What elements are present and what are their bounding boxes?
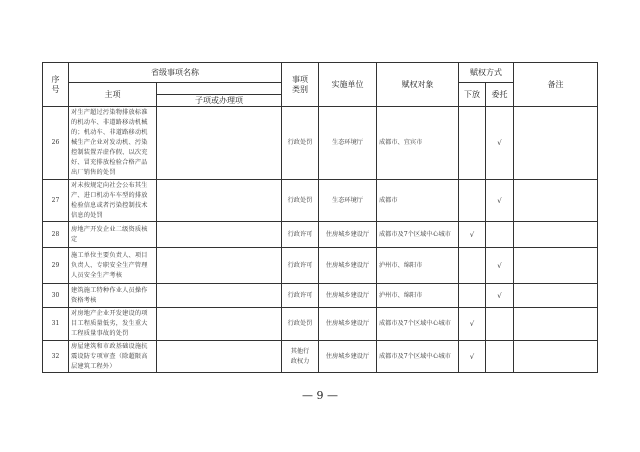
row-implementing-unit: 住房城乡建设厅 [319,222,377,248]
row-empowered-object: 泸州市、绵阳市 [377,248,459,284]
page-number: — 9 — [302,389,338,402]
row-entrust: √ [486,180,514,222]
row-entrust [486,308,514,341]
row-delegate-down [459,284,486,308]
row-empowered-object: 泸州市、绵阳市 [377,284,459,308]
row-implementing-unit: 住房城乡建设厅 [319,284,377,308]
header-item-type: 事项类别 [282,63,319,107]
row-remarks [514,222,598,248]
row-main-item: 对房地产企业开发建设的项目工程质量低劣，发生重大工程质量事故的处罚 [69,308,157,341]
row-delegate-down: √ [459,308,486,341]
row-seq: 28 [43,222,69,248]
table-row [43,341,598,373]
row-empowered-object: 成都市 [377,180,459,222]
row-seq: 29 [43,248,69,284]
row-implementing-unit: 住房城乡建设厅 [319,308,377,341]
header-empower-method: 赋权方式 [459,63,514,83]
table-row [43,222,598,248]
row-implementing-unit: 生态环境厅 [319,107,377,180]
row-seq: 30 [43,284,69,308]
row-empowered-object: 成都市、宜宾市 [377,107,459,180]
row-sub-item [157,180,282,222]
empowerment-table [42,62,598,373]
row-sub-item [157,248,282,284]
header-implementing-unit: 实施单位 [319,63,377,107]
row-delegate-down: √ [459,341,486,373]
row-item-type: 行政许可 [282,248,319,284]
row-sub-item [157,308,282,341]
table-row [43,284,598,308]
row-delegate-down [459,180,486,222]
row-sub-item [157,107,282,180]
table-row [43,248,598,284]
row-remarks [514,180,598,222]
header-entrust: 委托 [486,83,514,107]
row-item-type: 行政许可 [282,284,319,308]
row-main-item: 对未按规定向社会公布其生产、进口机动车车型的排放检验信息或者污染控制技术信息的处罚 [69,180,157,222]
row-item-type: 其他行政权力 [282,341,319,373]
row-seq: 26 [43,107,69,180]
row-remarks [514,284,598,308]
row-implementing-unit: 住房城乡建设厅 [319,248,377,284]
row-implementing-unit: 住房城乡建设厅 [319,341,377,373]
row-empowered-object: 成都市及7个区域中心城市 [377,341,459,373]
header-empowered-object: 赋权对象 [377,63,459,107]
row-main-item: 施工单位主要负责人、项目负责人、专职安全生产管理人员安全生产考核 [69,248,157,284]
table-row [43,107,598,180]
row-item-type: 行政处罚 [282,107,319,180]
row-item-type: 行政许可 [282,222,319,248]
row-remarks [514,308,598,341]
row-item-type: 行政处罚 [282,308,319,341]
row-main-item: 对生产超过污染物排放标准的机动车、非道路移动机械的；机动车、非道路移动机械生产企业对发动机、污染控制装置弄虚作假、以次充好、冒充排放检验合格产品出厂销售的处罚 [69,107,157,180]
row-remarks [514,248,598,284]
header-seq: 序号 [43,63,69,107]
row-item-type: 行政处罚 [282,180,319,222]
row-seq: 32 [43,341,69,373]
row-entrust [486,222,514,248]
table-row [43,308,598,341]
row-seq: 31 [43,308,69,341]
row-entrust [486,341,514,373]
row-remarks [514,341,598,373]
row-seq: 27 [43,180,69,222]
row-implementing-unit: 生态环境厅 [319,180,377,222]
row-delegate-down: √ [459,222,486,248]
header-provincial-item-name: 省级事项名称 [69,63,282,83]
header-sub-item-spacer [157,83,282,95]
row-sub-item [157,284,282,308]
row-main-item: 建筑施工特种作业人员操作资格考核 [69,284,157,308]
header-remarks: 备注 [514,63,598,107]
table-row [43,180,598,222]
row-empowered-object: 成都市及7个区域中心城市 [377,222,459,248]
row-sub-item [157,341,282,373]
row-delegate-down [459,248,486,284]
row-empowered-object: 成都市及7个区域中心城市 [377,308,459,341]
row-entrust: √ [486,248,514,284]
row-main-item: 房屋建筑和市政基础设施抗震设防专项审查（除超限高层建筑工程外） [69,341,157,373]
row-entrust: √ [486,284,514,308]
header-sub-item: 子项或办理项 [157,95,282,107]
row-entrust: √ [486,107,514,180]
header-delegate-down: 下放 [459,83,486,107]
row-delegate-down [459,107,486,180]
row-main-item: 房地产开发企业二级资质核定 [69,222,157,248]
header-main-item: 主项 [69,83,157,107]
row-remarks [514,107,598,180]
row-sub-item [157,222,282,248]
